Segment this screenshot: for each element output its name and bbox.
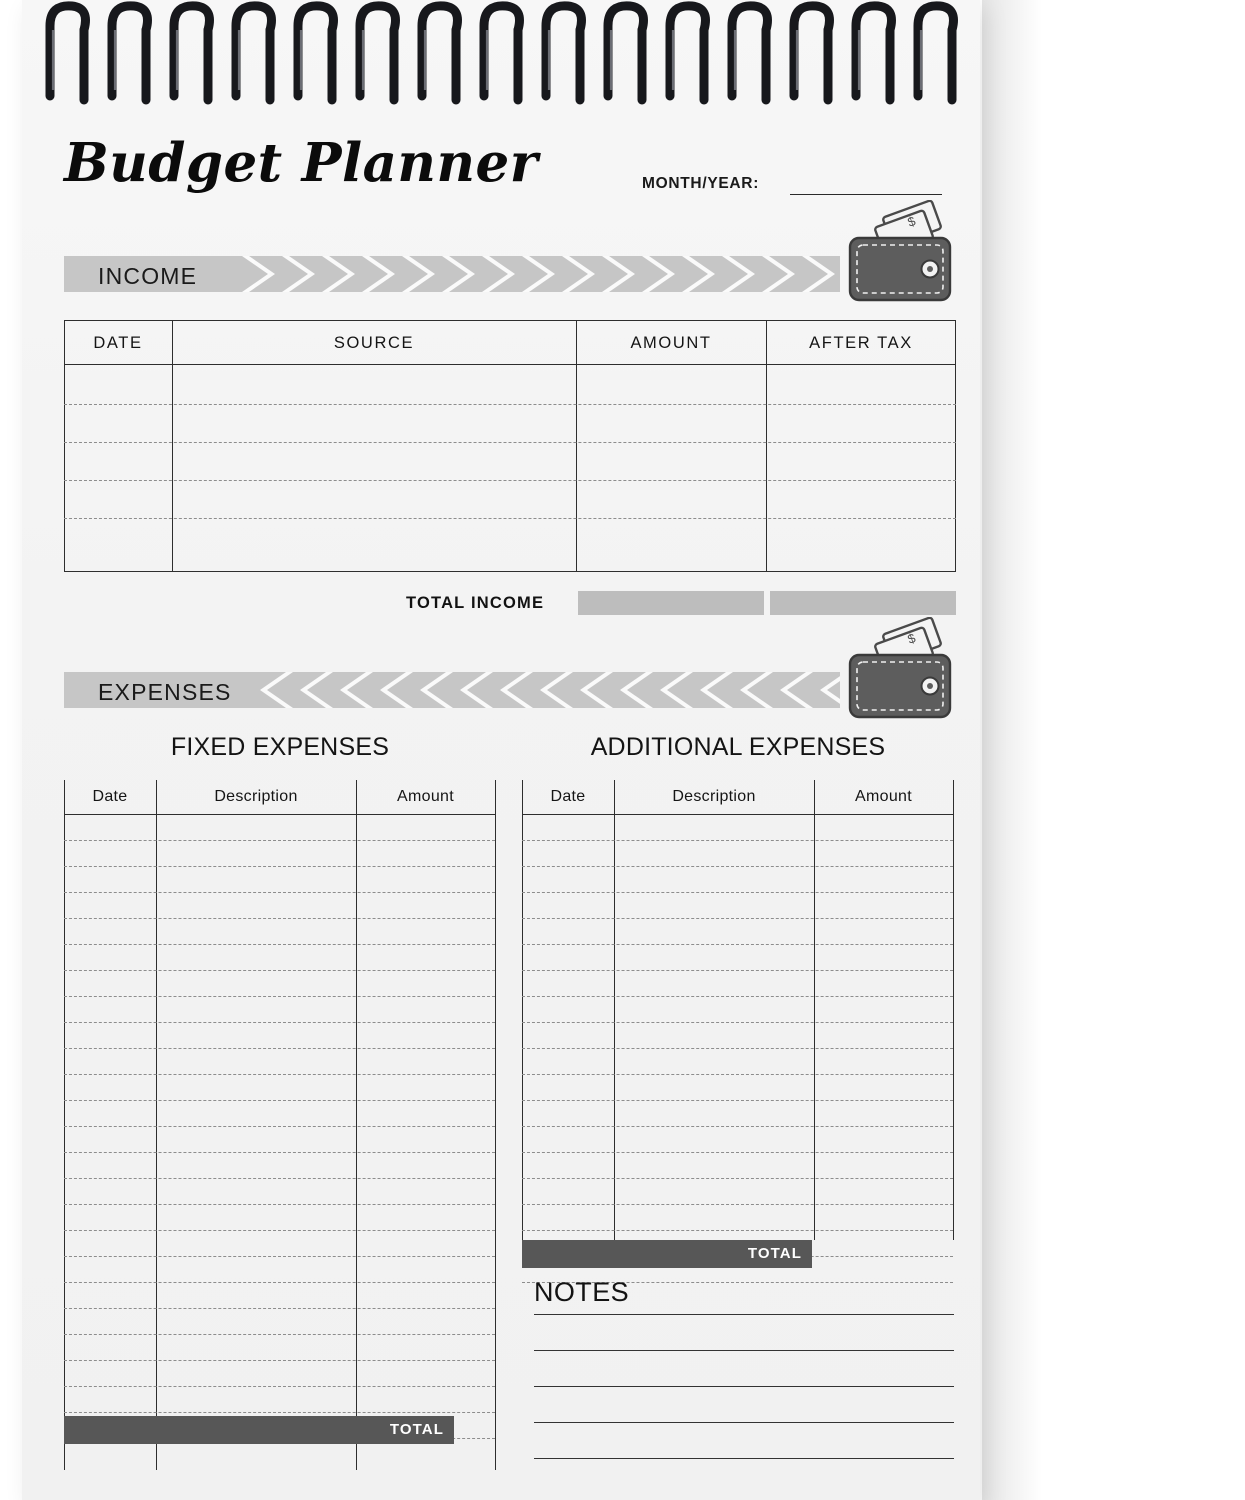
fixed-right-border <box>495 780 496 1470</box>
expense-row-line[interactable] <box>64 1100 495 1101</box>
expense-row-line[interactable] <box>64 1204 495 1205</box>
fixed-col-header-amount: Amount <box>397 788 454 805</box>
income-row-line[interactable] <box>64 404 956 405</box>
expense-row-line[interactable] <box>64 1074 495 1075</box>
income-row-line[interactable] <box>64 518 956 519</box>
expense-row-line[interactable] <box>522 944 953 945</box>
expense-row-line[interactable] <box>522 1074 953 1075</box>
expense-row-line[interactable] <box>522 996 953 997</box>
income-col-header-date: DATE <box>93 334 143 352</box>
expense-row-line[interactable] <box>64 1412 495 1413</box>
expense-row-line[interactable] <box>522 840 953 841</box>
expense-row-line[interactable] <box>64 1282 495 1283</box>
expense-row-line[interactable] <box>522 1100 953 1101</box>
spiral-coil <box>422 6 458 100</box>
spiral-coil <box>546 6 582 100</box>
expense-row-line[interactable] <box>522 1178 953 1179</box>
spiral-binding <box>22 0 980 110</box>
additional-col-header-description: Description <box>672 788 756 805</box>
spiral-coil <box>918 6 954 100</box>
spiral-coil <box>856 6 892 100</box>
expense-row-line[interactable] <box>64 840 495 841</box>
expenses-banner-label: EXPENSES <box>98 679 232 705</box>
total-income-after-tax-box[interactable] <box>770 591 956 615</box>
expense-row-line[interactable] <box>522 892 953 893</box>
wallet-with-cash-icon <box>842 617 960 722</box>
expense-row-line[interactable] <box>64 996 495 997</box>
additional-expenses-heading: ADDITIONAL EXPENSES <box>590 733 886 761</box>
spiral-coil <box>484 6 520 100</box>
expense-row-line[interactable] <box>64 866 495 867</box>
planner-content <box>22 0 980 1500</box>
expense-row-line[interactable] <box>64 1048 495 1049</box>
svg-text:$: $ <box>905 213 918 230</box>
expense-row-line[interactable] <box>522 1204 953 1205</box>
expense-row-line[interactable] <box>64 1178 495 1179</box>
fixed-left-border <box>64 780 65 1470</box>
expense-row-line[interactable] <box>64 1360 495 1361</box>
expense-row-line[interactable] <box>64 1334 495 1335</box>
svg-text:$: $ <box>905 630 918 647</box>
additional-header-rule <box>522 814 954 815</box>
expense-row-line[interactable] <box>64 918 495 919</box>
expense-row-line[interactable] <box>522 1152 953 1153</box>
spiral-coil <box>236 6 272 100</box>
expense-row-line[interactable] <box>64 944 495 945</box>
additional-expenses-total-bar[interactable] <box>522 1240 812 1268</box>
total-income-amount-box[interactable] <box>578 591 764 615</box>
expense-row-line[interactable] <box>64 1152 495 1153</box>
spiral-coil <box>112 6 148 100</box>
page-edge-shadow <box>982 0 1042 1500</box>
additional-expenses-table[interactable] <box>522 780 954 1240</box>
fixed-expenses-table[interactable] <box>64 780 496 1470</box>
wallet-with-cash-icon <box>842 200 960 305</box>
income-col-header-amount: AMOUNT <box>630 334 712 352</box>
spiral-coil <box>670 6 706 100</box>
expense-row-line[interactable] <box>64 970 495 971</box>
income-table[interactable] <box>64 320 956 572</box>
expense-row-line[interactable] <box>64 1308 495 1309</box>
expense-row-line[interactable] <box>64 1022 495 1023</box>
expense-row-line[interactable] <box>522 918 953 919</box>
expenses-banner <box>64 672 840 708</box>
expense-row-line[interactable] <box>64 1386 495 1387</box>
spiral-coil <box>50 6 86 100</box>
spiral-coil <box>174 6 210 100</box>
income-table-border <box>64 320 956 572</box>
fixed-col-header-date: Date <box>92 788 128 805</box>
spiral-coil <box>360 6 396 100</box>
income-banner-label: INCOME <box>98 263 198 289</box>
income-header-rule <box>64 364 956 365</box>
fixed-table-area <box>64 780 496 1470</box>
expense-row-line[interactable] <box>64 1230 495 1231</box>
fixed-expenses-total-label: TOTAL <box>389 1421 444 1438</box>
fixed-expenses-heading: FIXED EXPENSES <box>170 733 390 761</box>
spiral-coil <box>732 6 768 100</box>
month-year-label: MONTH/YEAR: <box>642 175 760 192</box>
expense-row-line[interactable] <box>522 1048 953 1049</box>
fixed-header-rule <box>64 814 496 815</box>
additional-left-border <box>522 780 523 1240</box>
notepad-page <box>22 0 980 1500</box>
additional-col-header-amount: Amount <box>855 788 912 805</box>
expense-row-line[interactable] <box>522 1126 953 1127</box>
month-year-input-line[interactable] <box>790 194 942 195</box>
expense-row-line[interactable] <box>522 1230 953 1231</box>
expense-row-line[interactable] <box>64 1256 495 1257</box>
notes-line[interactable] <box>534 1350 954 1351</box>
income-col-sep-3 <box>766 320 767 572</box>
page-title: Budget Planner <box>64 132 539 194</box>
fixed-col-header-description: Description <box>214 788 298 805</box>
expense-row-line[interactable] <box>64 892 495 893</box>
additional-expenses-total-label: TOTAL <box>747 1245 802 1262</box>
income-col-header-after-tax: AFTER TAX <box>809 334 913 352</box>
additional-right-border <box>953 780 954 1240</box>
notes-line[interactable] <box>534 1314 954 1315</box>
additional-col-header-date: Date <box>550 788 586 805</box>
fixed-col-sep-2 <box>356 780 357 1470</box>
income-col-sep-2 <box>576 320 577 572</box>
additional-col-sep-2 <box>814 780 815 1240</box>
fixed-col-sep-1 <box>156 780 157 1470</box>
notes-line[interactable] <box>534 1458 954 1459</box>
notes-line[interactable] <box>534 1386 954 1387</box>
additional-col-sep-1 <box>614 780 615 1240</box>
income-col-sep-1 <box>172 320 173 572</box>
spiral-coil <box>608 6 644 100</box>
income-row-line[interactable] <box>64 480 956 481</box>
income-row-line[interactable] <box>64 442 956 443</box>
expense-row-line[interactable] <box>522 866 953 867</box>
expense-row-line[interactable] <box>522 970 953 971</box>
notes-line[interactable] <box>534 1422 954 1423</box>
notes-heading: NOTES <box>534 1277 630 1307</box>
expense-row-line[interactable] <box>64 1126 495 1127</box>
income-banner <box>64 256 840 292</box>
income-col-header-source: SOURCE <box>333 334 415 352</box>
expense-row-line[interactable] <box>522 1022 953 1023</box>
spiral-coil <box>794 6 830 100</box>
spiral-coil <box>298 6 334 100</box>
fixed-expenses-total-bar[interactable] <box>64 1416 454 1444</box>
total-income-label: TOTAL INCOME <box>406 594 545 612</box>
